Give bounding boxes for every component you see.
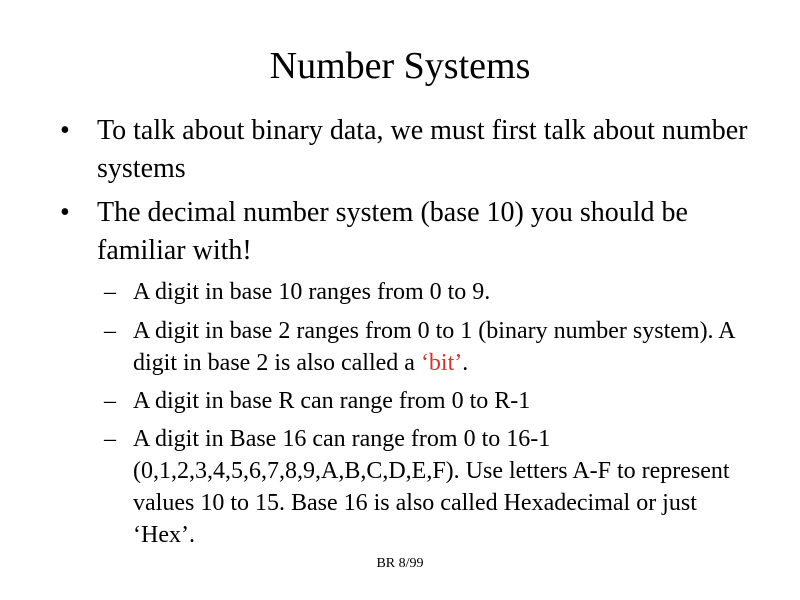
sub-bullet-item	[104, 385, 744, 417]
sub-bullet-item	[104, 276, 744, 308]
bullet-item	[60, 112, 760, 188]
bullet-dot-icon: •	[60, 197, 70, 228]
sub-bullet-text: A digit in Base 16 can range from 0 to 16-1 (0,1,2,3,4,5,6,7,8,9,A,B,C,D,E,F). Use letters A-F to represent values 10 to 15. Base 16 is also called Hexadecimal or just ‘Hex’.	[133, 426, 730, 548]
sub-bullet-text: A digit in base R can range from 0 to R-1	[133, 388, 531, 414]
bullet-dot-icon: •	[60, 115, 70, 146]
sub-bullet-item	[104, 315, 744, 379]
dash-icon: –	[104, 279, 116, 305]
sub-bullet-text-part: .	[462, 350, 469, 376]
slide-footer: BR 8/99	[376, 556, 424, 571]
bit-term-highlight: ‘bit’	[420, 350, 463, 376]
sub-bullet-text: A digit in base 10 ranges from 0 to 9.	[133, 279, 491, 305]
sub-bullet-item	[104, 423, 744, 551]
dash-icon: –	[104, 388, 116, 414]
bullet-text: The decimal number system (base 10) you should be familiar with!	[97, 197, 688, 266]
dash-icon: –	[104, 318, 116, 344]
dash-icon: –	[104, 426, 116, 452]
sub-bullet-text-part: A digit in base 2 ranges from 0 to 1 (binary number system). A digit in base 2 is also called a	[133, 318, 735, 376]
bullet-item	[60, 194, 760, 270]
sub-bullet-text	[133, 315, 744, 379]
bullet-text: To talk about binary data, we must first talk about number systems	[97, 115, 748, 184]
slide-title: Number Systems	[269, 45, 531, 87]
